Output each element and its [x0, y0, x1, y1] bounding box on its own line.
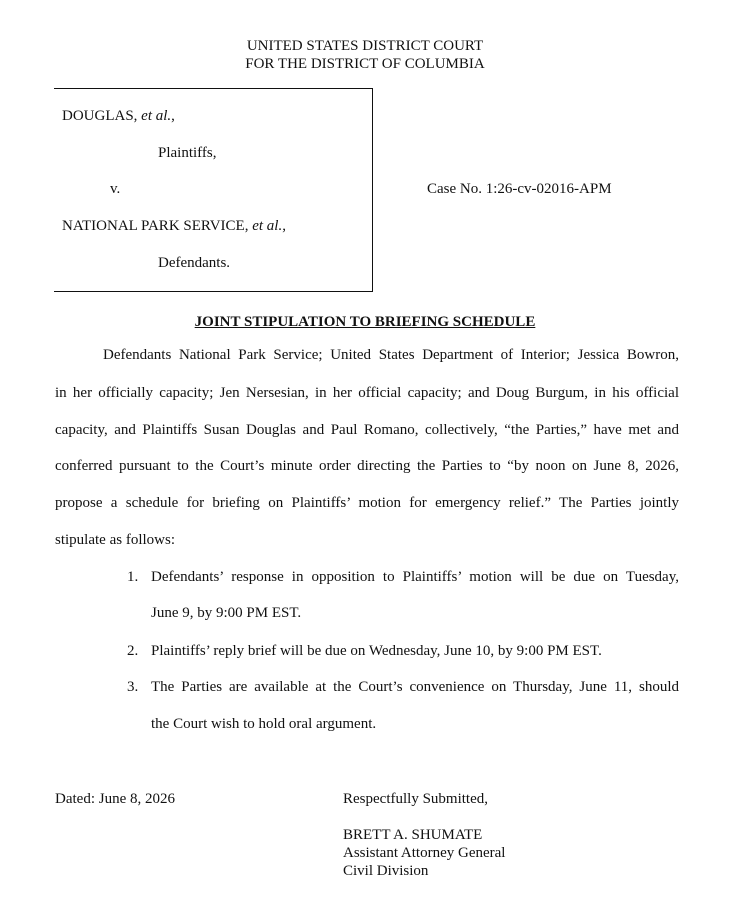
list-item-text: the Court wish to hold oral argument.: [151, 716, 377, 732]
list-item-text: June 9, by 9:00 PM EST.: [151, 605, 302, 621]
body-line: stipulate as follows:: [55, 532, 175, 548]
versus-label: v.: [110, 181, 121, 197]
list-item-text: Plaintiffs’ reply brief will be due on Wednesday, June 10, by 9:00 PM EST.: [151, 643, 602, 659]
court-heading: [0, 37, 730, 73]
list-item-number: 1.: [127, 569, 139, 585]
date-line: Dated: June 8, 2026: [55, 791, 175, 807]
respectfully-submitted: Respectfully Submitted,: [343, 791, 488, 807]
document-title: JOINT STIPULATION TO BRIEFING SCHEDULE: [194, 314, 536, 330]
body-line: propose a schedule for briefing on Plaintiffs’ motion for emergency relief.” The Parties jointly: [55, 495, 679, 511]
list-item-number: 2.: [127, 643, 139, 659]
signer-division: Civil Division: [343, 863, 429, 879]
defendant-name-text: NATIONAL PARK SERVICE,: [62, 218, 253, 234]
signer-name: BRETT A. SHUMATE: [343, 827, 483, 843]
body-line: conferred pursuant to the Court’s minute order directing the Parties to “by noon on June 8, 2026,: [55, 458, 679, 474]
defendant-comma: ,: [282, 218, 286, 234]
plaintiff-et-al: et al.: [141, 108, 172, 124]
plaintiff-name: [62, 108, 175, 125]
plaintiff-name-text: DOUGLAS,: [62, 108, 142, 124]
defendant-et-al: et al.: [252, 218, 283, 234]
plaintiffs-label: Plaintiffs,: [158, 145, 217, 161]
body-line: in her officially capacity; Jen Nersesian, in her official capacity; and Doug Burgum, in his official: [55, 385, 679, 401]
list-item-number: 3.: [127, 679, 139, 695]
defendants-label: Defendants.: [158, 255, 231, 271]
signer-title: Assistant Attorney General: [343, 845, 506, 861]
case-number: Case No. 1:26-cv-02016-APM: [427, 181, 612, 197]
body-line: capacity, and Plaintiffs Susan Douglas and Paul Romano, collectively, “the Parties,” have met and: [55, 422, 679, 438]
court-name: UNITED STATES DISTRICT COURT: [246, 38, 484, 54]
body-line: Defendants National Park Service; United States Department of Interior; Jessica Bowron,: [103, 347, 679, 363]
list-item-text: The Parties are available at the Court’s convenience on Thursday, June 11, should: [151, 679, 679, 695]
list-item-text: Defendants’ response in opposition to Plaintiffs’ motion will be due on Tuesday,: [151, 569, 679, 585]
defendant-name: [62, 218, 286, 235]
plaintiff-comma: ,: [171, 108, 175, 124]
court-district: FOR THE DISTRICT OF COLUMBIA: [245, 56, 485, 72]
